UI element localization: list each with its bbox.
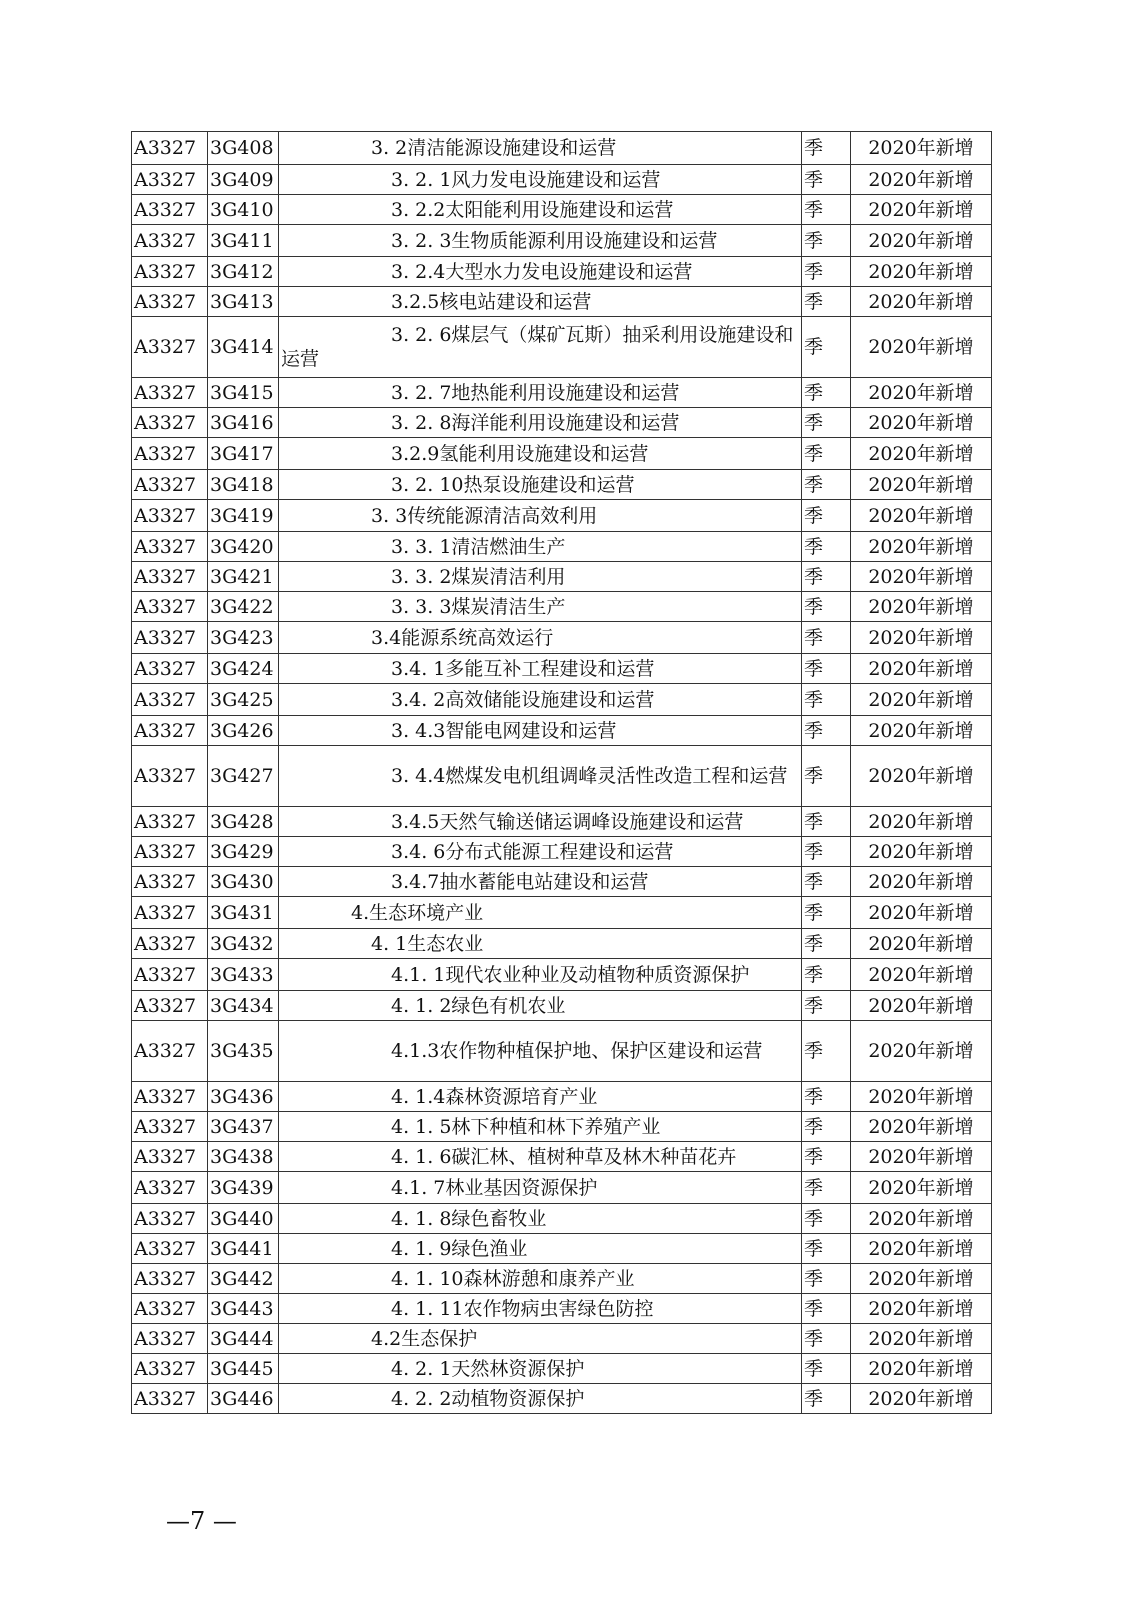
item-name-cell: 3. 2. 7地热能利用设施建设和运营 (279, 378, 802, 408)
note-cell: 2020年新增 (851, 716, 992, 746)
item-name-cell: 3.4.7抽水蓄能电站建设和运营 (279, 867, 802, 897)
sub-code-cell: 3G418 (208, 470, 279, 500)
sub-code-cell: 3G444 (208, 1324, 279, 1354)
note-cell: 2020年新增 (851, 1021, 992, 1082)
note-cell: 2020年新增 (851, 132, 992, 165)
code-cell: A3327 (132, 1234, 208, 1264)
frequency-cell: 季 (802, 378, 851, 408)
frequency-cell: 季 (802, 991, 851, 1021)
frequency-cell: 季 (802, 929, 851, 959)
sub-code-cell: 3G422 (208, 592, 279, 622)
sub-code-cell: 3G417 (208, 438, 279, 470)
table-row (132, 959, 992, 991)
table-row (132, 1172, 992, 1204)
frequency-cell: 季 (802, 470, 851, 500)
code-cell: A3327 (132, 1082, 208, 1112)
sub-code-cell: 3G441 (208, 1234, 279, 1264)
sub-code-cell: 3G429 (208, 837, 279, 867)
code-cell: A3327 (132, 897, 208, 929)
frequency-cell: 季 (802, 257, 851, 287)
frequency-cell: 季 (802, 1082, 851, 1112)
frequency-cell: 季 (802, 1324, 851, 1354)
sub-code-cell: 3G439 (208, 1172, 279, 1204)
frequency-cell: 季 (802, 408, 851, 438)
table-row (132, 132, 992, 165)
table-row (132, 1234, 992, 1264)
table-row (132, 1082, 992, 1112)
frequency-cell: 季 (802, 1234, 851, 1264)
frequency-cell: 季 (802, 807, 851, 837)
sub-code-cell: 3G442 (208, 1264, 279, 1294)
frequency-cell: 季 (802, 959, 851, 991)
code-cell: A3327 (132, 225, 208, 257)
item-name-cell: 3. 3. 3煤炭清洁生产 (279, 592, 802, 622)
frequency-cell: 季 (802, 165, 851, 195)
code-cell: A3327 (132, 1264, 208, 1294)
note-cell: 2020年新增 (851, 959, 992, 991)
item-name-cell: 3.4. 2高效储能设施建设和运营 (279, 684, 802, 716)
code-cell: A3327 (132, 532, 208, 562)
frequency-cell: 季 (802, 1384, 851, 1414)
table-row (132, 1204, 992, 1234)
table-row (132, 592, 992, 622)
table-row (132, 837, 992, 867)
item-name-cell: 3. 2.2太阳能利用设施建设和运营 (279, 195, 802, 225)
item-name-cell: 4. 2. 2动植物资源保护 (279, 1384, 802, 1414)
table-row (132, 684, 992, 716)
note-cell: 2020年新增 (851, 1204, 992, 1234)
code-cell: A3327 (132, 807, 208, 837)
item-name-cell: 4.1. 1现代农业种业及动植物种质资源保护 (279, 959, 802, 991)
sub-code-cell: 3G431 (208, 897, 279, 929)
item-name-cell: 4. 1. 10森林游憩和康养产业 (279, 1264, 802, 1294)
sub-code-cell: 3G419 (208, 500, 279, 532)
item-name-cell: 3.4能源系统高效运行 (279, 622, 802, 654)
frequency-cell: 季 (802, 897, 851, 929)
note-cell: 2020年新增 (851, 1172, 992, 1204)
note-cell: 2020年新增 (851, 562, 992, 592)
note-cell: 2020年新增 (851, 408, 992, 438)
sub-code-cell: 3G436 (208, 1082, 279, 1112)
code-cell: A3327 (132, 1204, 208, 1234)
item-name-cell: 3.2.5核电站建设和运营 (279, 287, 802, 317)
frequency-cell: 季 (802, 1204, 851, 1234)
statistics-code-table (131, 131, 992, 1414)
note-cell: 2020年新增 (851, 622, 992, 654)
sub-code-cell: 3G408 (208, 132, 279, 165)
note-cell: 2020年新增 (851, 257, 992, 287)
code-cell: A3327 (132, 684, 208, 716)
table-row (132, 257, 992, 287)
sub-code-cell: 3G443 (208, 1294, 279, 1324)
code-cell: A3327 (132, 929, 208, 959)
table-row (132, 1384, 992, 1414)
note-cell: 2020年新增 (851, 1234, 992, 1264)
sub-code-cell: 3G440 (208, 1204, 279, 1234)
item-name-cell: 3. 2. 8海洋能利用设施建设和运营 (279, 408, 802, 438)
item-name-cell: 3. 2.4大型水力发电设施建设和运营 (279, 257, 802, 287)
sub-code-cell: 3G428 (208, 807, 279, 837)
frequency-cell: 季 (802, 867, 851, 897)
sub-code-cell: 3G423 (208, 622, 279, 654)
code-cell: A3327 (132, 165, 208, 195)
code-cell: A3327 (132, 378, 208, 408)
table-row (132, 317, 992, 378)
code-cell: A3327 (132, 654, 208, 684)
note-cell: 2020年新增 (851, 195, 992, 225)
code-cell: A3327 (132, 257, 208, 287)
item-name-cell: 4. 2. 1天然林资源保护 (279, 1354, 802, 1384)
sub-code-cell: 3G410 (208, 195, 279, 225)
note-cell: 2020年新增 (851, 1112, 992, 1142)
sub-code-cell: 3G413 (208, 287, 279, 317)
item-name-cell: 3. 4.3智能电网建设和运营 (279, 716, 802, 746)
note-cell: 2020年新增 (851, 500, 992, 532)
code-cell: A3327 (132, 438, 208, 470)
sub-code-cell: 3G421 (208, 562, 279, 592)
item-name-cell: 4. 1. 11农作物病虫害绿色防控 (279, 1294, 802, 1324)
sub-code-cell: 3G430 (208, 867, 279, 897)
code-cell: A3327 (132, 1021, 208, 1082)
item-name-cell: 3.4. 1多能互补工程建设和运营 (279, 654, 802, 684)
item-name-cell: 4.1. 7林业基因资源保护 (279, 1172, 802, 1204)
note-cell: 2020年新增 (851, 287, 992, 317)
frequency-cell: 季 (802, 562, 851, 592)
table-row (132, 500, 992, 532)
frequency-cell: 季 (802, 532, 851, 562)
note-cell: 2020年新增 (851, 991, 992, 1021)
frequency-cell: 季 (802, 746, 851, 807)
table-row (132, 165, 992, 195)
note-cell: 2020年新增 (851, 470, 992, 500)
table-row (132, 1021, 992, 1082)
code-cell: A3327 (132, 837, 208, 867)
frequency-cell: 季 (802, 1172, 851, 1204)
code-cell: A3327 (132, 1324, 208, 1354)
code-cell: A3327 (132, 287, 208, 317)
table-row (132, 470, 992, 500)
table-row (132, 867, 992, 897)
sub-code-cell: 3G416 (208, 408, 279, 438)
frequency-cell: 季 (802, 1021, 851, 1082)
note-cell: 2020年新增 (851, 867, 992, 897)
code-cell: A3327 (132, 1354, 208, 1384)
note-cell: 2020年新增 (851, 1354, 992, 1384)
sub-code-cell: 3G435 (208, 1021, 279, 1082)
table-row (132, 378, 992, 408)
note-cell: 2020年新增 (851, 837, 992, 867)
note-cell: 2020年新增 (851, 746, 992, 807)
frequency-cell: 季 (802, 1264, 851, 1294)
table-body (132, 132, 992, 1414)
note-cell: 2020年新增 (851, 225, 992, 257)
note-cell: 2020年新增 (851, 1324, 992, 1354)
item-name-cell: 3.4. 6分布式能源工程建设和运营 (279, 837, 802, 867)
sub-code-cell: 3G434 (208, 991, 279, 1021)
code-cell: A3327 (132, 622, 208, 654)
sub-code-cell: 3G411 (208, 225, 279, 257)
code-cell: A3327 (132, 1112, 208, 1142)
frequency-cell: 季 (802, 837, 851, 867)
sub-code-cell: 3G426 (208, 716, 279, 746)
note-cell: 2020年新增 (851, 929, 992, 959)
frequency-cell: 季 (802, 132, 851, 165)
note-cell: 2020年新增 (851, 654, 992, 684)
table-row (132, 1112, 992, 1142)
table-row (132, 1142, 992, 1172)
frequency-cell: 季 (802, 654, 851, 684)
item-name-cell: 4. 1. 2绿色有机农业 (279, 991, 802, 1021)
item-name-cell: 4. 1生态农业 (279, 929, 802, 959)
table-row (132, 716, 992, 746)
frequency-cell: 季 (802, 500, 851, 532)
frequency-cell: 季 (802, 195, 851, 225)
frequency-cell: 季 (802, 1354, 851, 1384)
code-cell: A3327 (132, 991, 208, 1021)
frequency-cell: 季 (802, 438, 851, 470)
table-row (132, 195, 992, 225)
note-cell: 2020年新增 (851, 1294, 992, 1324)
item-name-cell: 3. 2. 10热泵设施建设和运营 (279, 470, 802, 500)
table-row (132, 622, 992, 654)
note-cell: 2020年新增 (851, 1384, 992, 1414)
frequency-cell: 季 (802, 622, 851, 654)
code-cell: A3327 (132, 867, 208, 897)
code-cell: A3327 (132, 408, 208, 438)
table-row (132, 438, 992, 470)
code-cell: A3327 (132, 1294, 208, 1324)
table-row (132, 991, 992, 1021)
code-cell: A3327 (132, 592, 208, 622)
code-cell: A3327 (132, 317, 208, 378)
table-row (132, 1354, 992, 1384)
item-name-cell: 3. 2. 3生物质能源利用设施建设和运营 (279, 225, 802, 257)
frequency-cell: 季 (802, 1142, 851, 1172)
frequency-cell: 季 (802, 287, 851, 317)
item-name-cell: 4.2生态保护 (279, 1324, 802, 1354)
note-cell: 2020年新增 (851, 1142, 992, 1172)
item-name-cell: 3. 2. 6煤层气（煤矿瓦斯）抽采利用设施建设和运营 (279, 317, 802, 378)
page-number: —7 — (166, 1507, 237, 1535)
table-row (132, 562, 992, 592)
table-row (132, 807, 992, 837)
item-name-cell: 3. 3. 1清洁燃油生产 (279, 532, 802, 562)
item-name-cell: 3. 4.4燃煤发电机组调峰灵活性改造工程和运营 (279, 746, 802, 807)
code-cell: A3327 (132, 716, 208, 746)
sub-code-cell: 3G433 (208, 959, 279, 991)
note-cell: 2020年新增 (851, 592, 992, 622)
table-row (132, 287, 992, 317)
sub-code-cell: 3G427 (208, 746, 279, 807)
table-row (132, 654, 992, 684)
code-cell: A3327 (132, 195, 208, 225)
item-name-cell: 3. 2清洁能源设施建设和运营 (279, 132, 802, 165)
code-cell: A3327 (132, 1384, 208, 1414)
note-cell: 2020年新增 (851, 438, 992, 470)
note-cell: 2020年新增 (851, 1264, 992, 1294)
sub-code-cell: 3G415 (208, 378, 279, 408)
code-cell: A3327 (132, 959, 208, 991)
item-name-cell: 3.2.9氢能利用设施建设和运营 (279, 438, 802, 470)
code-cell: A3327 (132, 746, 208, 807)
sub-code-cell: 3G424 (208, 654, 279, 684)
frequency-cell: 季 (802, 1112, 851, 1142)
code-cell: A3327 (132, 562, 208, 592)
table-row (132, 897, 992, 929)
sub-code-cell: 3G412 (208, 257, 279, 287)
table-row (132, 225, 992, 257)
item-name-cell: 4. 1. 9绿色渔业 (279, 1234, 802, 1264)
sub-code-cell: 3G432 (208, 929, 279, 959)
frequency-cell: 季 (802, 1294, 851, 1324)
item-name-cell: 3. 2. 1风力发电设施建设和运营 (279, 165, 802, 195)
frequency-cell: 季 (802, 592, 851, 622)
table-row (132, 1324, 992, 1354)
code-cell: A3327 (132, 132, 208, 165)
frequency-cell: 季 (802, 716, 851, 746)
sub-code-cell: 3G425 (208, 684, 279, 716)
sub-code-cell: 3G409 (208, 165, 279, 195)
sub-code-cell: 3G420 (208, 532, 279, 562)
frequency-cell: 季 (802, 684, 851, 716)
sub-code-cell: 3G414 (208, 317, 279, 378)
table-row (132, 746, 992, 807)
item-name-cell: 4. 1.4森林资源培育产业 (279, 1082, 802, 1112)
sub-code-cell: 3G445 (208, 1354, 279, 1384)
frequency-cell: 季 (802, 225, 851, 257)
item-name-cell: 4. 1. 5林下种植和林下养殖产业 (279, 1112, 802, 1142)
item-name-cell: 3.4.5天然气输送储运调峰设施建设和运营 (279, 807, 802, 837)
note-cell: 2020年新增 (851, 317, 992, 378)
code-cell: A3327 (132, 500, 208, 532)
note-cell: 2020年新增 (851, 165, 992, 195)
code-cell: A3327 (132, 1172, 208, 1204)
item-name-cell: 4. 1. 6碳汇林、植树种草及林木种苗花卉 (279, 1142, 802, 1172)
code-cell: A3327 (132, 1142, 208, 1172)
code-cell: A3327 (132, 470, 208, 500)
item-name-cell: 4.生态环境产业 (279, 897, 802, 929)
note-cell: 2020年新增 (851, 807, 992, 837)
table-row (132, 1294, 992, 1324)
sub-code-cell: 3G437 (208, 1112, 279, 1142)
table-row (132, 532, 992, 562)
note-cell: 2020年新增 (851, 532, 992, 562)
table-row (132, 929, 992, 959)
note-cell: 2020年新增 (851, 1082, 992, 1112)
note-cell: 2020年新增 (851, 897, 992, 929)
frequency-cell: 季 (802, 317, 851, 378)
note-cell: 2020年新增 (851, 684, 992, 716)
sub-code-cell: 3G438 (208, 1142, 279, 1172)
item-name-cell: 3. 3传统能源清洁高效利用 (279, 500, 802, 532)
item-name-cell: 4.1.3农作物种植保护地、保护区建设和运营 (279, 1021, 802, 1082)
item-name-cell: 4. 1. 8绿色畜牧业 (279, 1204, 802, 1234)
table-row (132, 1264, 992, 1294)
item-name-cell: 3. 3. 2煤炭清洁利用 (279, 562, 802, 592)
table-row (132, 408, 992, 438)
sub-code-cell: 3G446 (208, 1384, 279, 1414)
note-cell: 2020年新增 (851, 378, 992, 408)
